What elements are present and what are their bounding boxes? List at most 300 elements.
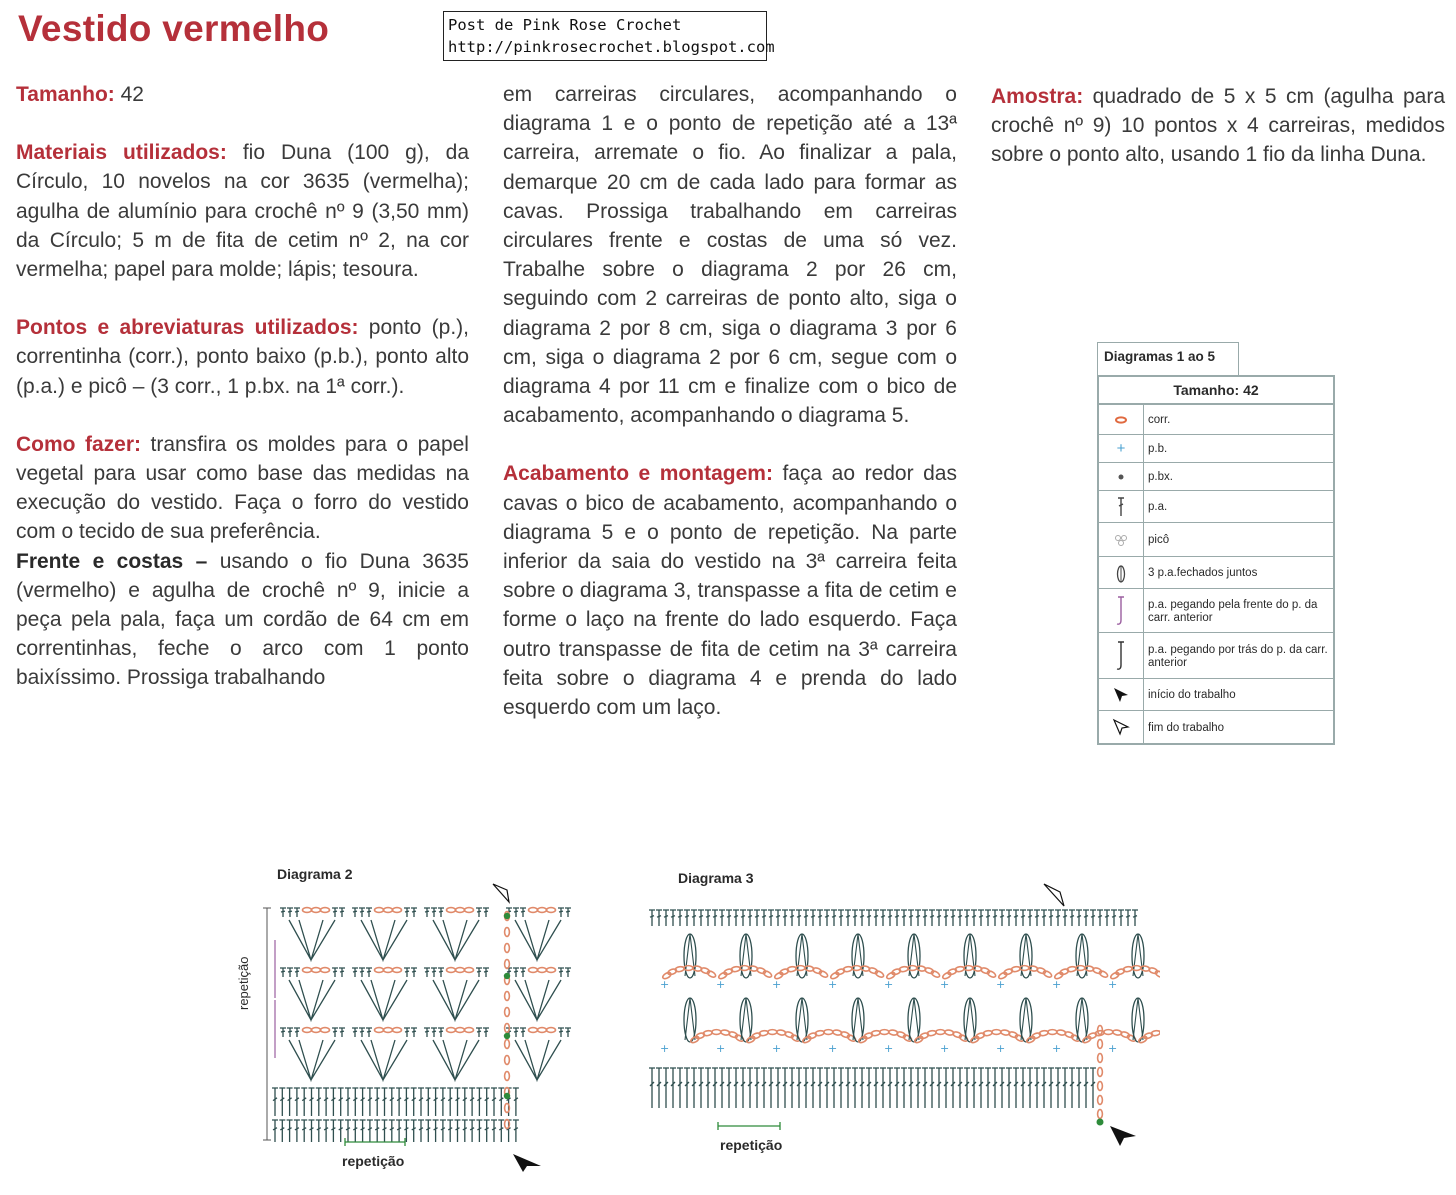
tall-stitch-mark	[316, 1088, 322, 1116]
tall-stitch-mark	[294, 1120, 300, 1142]
end-arrow-icon	[493, 884, 509, 902]
legend-label: p.bx.	[1148, 471, 1173, 483]
tall-stitch-mark	[484, 1120, 490, 1142]
tall-stitch-mark	[831, 1068, 837, 1108]
tall-stitch-mark	[403, 1088, 409, 1116]
tall-stitch-mark	[345, 1088, 351, 1116]
tall-stitch-mark	[852, 1068, 858, 1108]
cluster-v-mark	[515, 980, 561, 1020]
tall-stitch-mark	[294, 1028, 300, 1037]
tall-stitch-mark	[339, 968, 345, 977]
cluster-v-mark	[289, 920, 335, 960]
tall-stitch-mark	[831, 910, 837, 926]
cluster-leg-mark	[909, 998, 919, 1040]
tall-stitch-mark	[838, 910, 844, 926]
tall-stitch-mark	[476, 1028, 482, 1037]
cluster-v-mark	[289, 1040, 335, 1080]
tall-stitch-mark	[852, 910, 858, 926]
chain-mark	[936, 1030, 945, 1035]
tall-stitch-mark	[433, 1120, 439, 1142]
tall-stitch-mark	[901, 910, 907, 926]
tall-stitch-mark	[957, 910, 963, 926]
tall-stitch-mark	[338, 1120, 344, 1142]
tall-stitch-mark	[859, 1068, 865, 1108]
legend-row	[1099, 557, 1333, 589]
start-arrow-icon	[513, 1154, 541, 1172]
legend-row	[1099, 633, 1333, 679]
legend-row	[1099, 405, 1333, 435]
chain-mark	[1098, 1054, 1103, 1063]
tall-stitch-mark	[719, 1068, 725, 1108]
credit-url[interactable]: http://pinkrosecrochet.blogspot.com	[448, 38, 775, 56]
tall-stitch-mark	[677, 910, 683, 926]
tall-stitch-mark	[455, 1088, 461, 1116]
cluster-v-mark	[433, 1040, 479, 1080]
tall-stitch-mark	[565, 1028, 571, 1037]
tall-stitch-mark	[396, 1088, 402, 1116]
tall-stitch-mark	[705, 1068, 711, 1108]
tall-stitch-mark	[908, 910, 914, 926]
chain-mark	[375, 968, 384, 973]
tall-stitch-mark	[476, 1120, 482, 1142]
tall-stitch-mark	[491, 1120, 497, 1142]
tall-stitch-mark	[957, 1068, 963, 1108]
tall-stitch-mark	[922, 910, 928, 926]
tall-stitch-mark	[761, 910, 767, 926]
chain-mark	[538, 1028, 547, 1033]
chain-mark	[1098, 1068, 1103, 1077]
tall-stitch-mark	[424, 908, 430, 917]
tall-stitch-mark	[1076, 910, 1082, 926]
tall-stitch-mark	[971, 1068, 977, 1108]
tall-stitch-mark	[1083, 1068, 1089, 1108]
chain-mark	[505, 944, 510, 953]
tall-stitch-mark	[323, 1088, 329, 1116]
tall-stitch-mark	[943, 910, 949, 926]
cluster-leg-mark	[1077, 998, 1087, 1040]
tall-stitch-mark	[901, 1068, 907, 1108]
chain-mark	[992, 1030, 1001, 1035]
tall-stitch-mark	[824, 910, 830, 926]
chain-mark	[505, 1120, 510, 1129]
chain-mark	[312, 908, 321, 913]
tall-stitch-mark	[719, 910, 725, 926]
tall-stitch-mark	[301, 1088, 307, 1116]
materiais-label: Materiais utilizados:	[16, 141, 227, 165]
tall-stitch-mark	[810, 910, 816, 926]
tall-stitch-mark	[712, 910, 718, 926]
tall-stitch-mark	[663, 910, 669, 926]
chain-mark	[505, 1008, 510, 1017]
tall-stitch-mark	[339, 908, 345, 917]
diagram-3-repeat-label: repetição	[720, 1137, 783, 1153]
tall-stitch-mark	[440, 1120, 446, 1142]
legend-table	[1097, 375, 1335, 745]
tall-stitch-mark	[810, 1068, 816, 1108]
tall-stitch-mark	[287, 1088, 293, 1116]
legend-row	[1099, 589, 1333, 633]
tall-stitch-mark	[845, 910, 851, 926]
plus-stitch-mark: +	[716, 1042, 726, 1055]
tall-stitch-mark	[520, 968, 526, 977]
tall-stitch-mark	[565, 968, 571, 977]
plus-stitch-mark: +	[884, 1042, 894, 1055]
tall-stitch-mark	[649, 1068, 655, 1108]
tall-stitch-mark	[332, 968, 338, 977]
tall-stitch-mark	[999, 910, 1005, 926]
chain-mark	[303, 908, 312, 913]
tall-stitch-mark	[866, 1068, 872, 1108]
tall-stitch-mark	[873, 910, 879, 926]
diagram-2-repeat-label: repetição	[342, 1153, 405, 1169]
plus-stitch-mark: +	[1052, 978, 1062, 991]
plus-stitch-icon: +	[1099, 435, 1144, 462]
chain-mark	[505, 992, 510, 1001]
plus-stitch-mark: +	[996, 978, 1006, 991]
tall-stitch-mark	[684, 1068, 690, 1108]
tall-stitch-mark	[565, 908, 571, 917]
tall-stitch-mark	[670, 1068, 676, 1108]
legend-label: fim do trabalho	[1148, 721, 1225, 734]
tall-stitch-mark	[1090, 910, 1096, 926]
start-arrow-icon	[1099, 679, 1144, 710]
diagram-2	[255, 880, 575, 1180]
tall-stitch-mark	[733, 910, 739, 926]
tall-stitch-mark	[352, 1120, 358, 1142]
tall-stitch-mark	[558, 908, 564, 917]
tall-stitch-mark	[663, 1068, 669, 1108]
tall-stitch-mark	[838, 1068, 844, 1108]
tall-stitch-mark	[740, 910, 746, 926]
tall-stitch-mark	[339, 1028, 345, 1037]
tall-stitch-mark	[922, 1068, 928, 1108]
start-arrow-icon	[1110, 1126, 1136, 1146]
tall-stitch-mark	[513, 1028, 519, 1037]
tall-stitch-mark	[338, 1088, 344, 1116]
como-label: Como fazer:	[16, 432, 142, 456]
chain-mark	[384, 968, 393, 973]
tall-stitch-mark	[352, 908, 358, 917]
plus-stitch-mark: +	[828, 1042, 838, 1055]
tall-stitch-mark	[929, 910, 935, 926]
tall-stitch-mark	[382, 1088, 388, 1116]
tall-stitch-mark	[438, 968, 444, 977]
tall-stitch-mark	[424, 1028, 430, 1037]
tall-stitch-mark	[345, 1120, 351, 1142]
materiais-text: fio Duna (100 g), da Círculo, 10 novelos na cor 3635 (vermelha); agulha de alumínio para crochê nº 9 (3,50 mm) da Círculo; 5 m de fita de cetim nº 2, na cor vermelha; papel para molde; lápis; tesoura.	[16, 141, 470, 282]
cluster-v-mark	[433, 980, 479, 1020]
tall-stitch-mark	[483, 968, 489, 977]
legend-row	[1099, 523, 1333, 557]
chain-mark	[465, 1028, 474, 1033]
tall-stitch-mark	[359, 908, 365, 917]
tall-stitch-mark	[294, 968, 300, 977]
acabamento-label: Acabamento e montagem:	[503, 462, 773, 486]
tall-stitch-mark	[985, 910, 991, 926]
cluster-icon	[1099, 557, 1144, 588]
tall-stitch-mark	[656, 910, 662, 926]
diagram-3	[640, 880, 1160, 1170]
chain-mark	[393, 908, 402, 913]
diagram-2-title: Diagrama 2	[277, 866, 353, 882]
legend-label: p.a.	[1148, 501, 1168, 513]
column-3	[991, 82, 1445, 170]
plus-stitch-mark: +	[660, 978, 670, 991]
tall-stitch-mark	[803, 910, 809, 926]
legend-row	[1099, 491, 1333, 523]
tall-stitch-mark	[887, 1068, 893, 1108]
frente-label: Frente e costas –	[16, 549, 208, 573]
tall-stitch-mark	[367, 1088, 373, 1116]
repeat-span-mark	[718, 1122, 780, 1130]
legend-tab: Diagramas 1 ao 5	[1097, 342, 1239, 376]
tall-stitch-mark	[1111, 910, 1117, 926]
tall-stitch-mark	[1013, 1068, 1019, 1108]
tall-stitch-mark	[404, 968, 410, 977]
tall-stitch-mark	[1027, 910, 1033, 926]
chain-mark	[384, 1028, 393, 1033]
cluster-v-mark	[361, 920, 407, 960]
tall-stitch-mark	[1076, 1068, 1082, 1108]
tall-stitch-mark	[978, 910, 984, 926]
chain-mark	[547, 908, 556, 913]
tall-stitch-mark	[411, 1120, 417, 1142]
tall-stitch-mark	[294, 908, 300, 917]
tall-stitch-mark	[656, 1068, 662, 1108]
front-post-icon	[1099, 589, 1144, 632]
chain-mark	[321, 968, 330, 973]
tall-stitch-mark	[698, 1068, 704, 1108]
acabamento-text: faça ao redor das cavas o bico de acabamento, acompanhando o diagrama 5 e o ponto de repetição. Na parte inferior da saia do vestido na 3ª carreira feita sobre o diagrama 3, transpasse a fita de cetim e forme o laço na frente do lado esquerdo. Faça outro transpasse de fita de cetim na 3ª carreira feita sobre o diagrama 4 e prenda do lado esquerdo com um laço.	[503, 462, 957, 720]
tall-stitch-mark	[1020, 1068, 1026, 1108]
diagram-2-side-label: repetição	[236, 956, 251, 1010]
chain-mark	[1098, 1096, 1103, 1105]
chain-mark	[1098, 1082, 1103, 1091]
tall-stitch-mark	[389, 1120, 395, 1142]
tall-stitch-mark	[1034, 1068, 1040, 1108]
tall-stitch-mark	[279, 1120, 285, 1142]
tall-stitch-mark	[352, 968, 358, 977]
chain-mark	[447, 908, 456, 913]
column-2	[503, 80, 957, 722]
tall-stitch-mark	[1083, 910, 1089, 926]
tall-stitch-mark	[483, 908, 489, 917]
chain-mark	[538, 968, 547, 973]
tall-stitch-mark	[1006, 1068, 1012, 1108]
chain-mark	[303, 968, 312, 973]
chain-mark	[505, 960, 510, 969]
tall-stitch-mark	[761, 1068, 767, 1108]
column-1	[16, 80, 469, 693]
tall-stitch-mark	[754, 910, 760, 926]
tall-stitch-mark	[1041, 910, 1047, 926]
tall-stitch-mark	[775, 1068, 781, 1108]
tall-stitch-mark	[309, 1088, 315, 1116]
tall-stitch-mark	[677, 1068, 683, 1108]
tall-stitch-mark	[1125, 910, 1131, 926]
chain-mark	[303, 1028, 312, 1033]
tall-stitch-icon	[1099, 491, 1144, 522]
chain-mark	[505, 1072, 510, 1081]
chain-mark	[529, 908, 538, 913]
tall-stitch-mark	[411, 968, 417, 977]
chain-mark	[465, 968, 474, 973]
tall-stitch-mark	[279, 1088, 285, 1116]
chain-mark	[321, 908, 330, 913]
tall-stitch-mark	[272, 1120, 278, 1142]
tall-stitch-mark	[747, 1068, 753, 1108]
tall-stitch-mark	[433, 1088, 439, 1116]
tall-stitch-mark	[374, 1088, 380, 1116]
chain-mark	[312, 1028, 321, 1033]
continuation-paragraph: em carreiras circulares, acompanhando o diagrama 1 e o ponto de repetição até a 13ª carreira, arremate o fio. Ao finalizar a pala, demarque 20 cm de cada lado para formar as cavas. Prossiga trabalhando em carreiras circulares frente e costas de uma só vez. Trabalhe sobre o diagrama 2 por 26 cm, seguindo com 2 carreiras de ponto alto, siga o diagrama 2 por 8 cm, siga o diagrama 3 por 6 cm, siga o diagrama 2 por 6 cm, segue com o diagrama 4 por 11 cm e finalize com o bico de acabamento, acompanhando o diagrama 5.	[503, 83, 957, 428]
plus-stitch-mark: +	[940, 978, 950, 991]
tall-stitch-mark	[950, 1068, 956, 1108]
tall-stitch-mark	[817, 1068, 823, 1108]
chain-mark	[505, 1056, 510, 1065]
tall-stitch-mark	[691, 910, 697, 926]
chain-mark	[505, 1040, 510, 1049]
tall-stitch-mark	[359, 1028, 365, 1037]
chain-mark	[547, 968, 556, 973]
tall-stitch-mark	[915, 1068, 921, 1108]
chain-mark	[447, 1028, 456, 1033]
chain-mark	[1098, 1040, 1103, 1049]
chain-mark	[1104, 1030, 1113, 1035]
pontos-label: Pontos e abreviaturas utilizados:	[16, 316, 359, 340]
chain-mark	[393, 968, 402, 973]
tall-stitch-mark	[1048, 1068, 1054, 1108]
tall-stitch-mark	[352, 1028, 358, 1037]
tall-stitch-mark	[484, 1088, 490, 1116]
materiais-paragraph	[16, 138, 469, 284]
tall-stitch-mark	[411, 1028, 417, 1037]
tall-stitch-mark	[469, 1120, 475, 1142]
credit-line-1: Post de Pink Rose Crochet	[448, 16, 682, 34]
tall-stitch-mark	[498, 1088, 504, 1116]
tall-stitch-mark	[943, 1068, 949, 1108]
tall-stitch-mark	[462, 1120, 468, 1142]
tall-stitch-mark	[1041, 1068, 1047, 1108]
chain-mark	[529, 968, 538, 973]
repeat-bracket	[263, 908, 271, 1140]
tall-stitch-mark	[440, 1088, 446, 1116]
chain-mark	[1154, 970, 1160, 979]
chain-mark	[538, 908, 547, 913]
join-dot-mark	[504, 913, 510, 919]
amostra-label: Amostra:	[991, 85, 1084, 108]
tall-stitch-mark	[491, 1088, 497, 1116]
tall-stitch-mark	[1020, 910, 1026, 926]
legend-label: p.a. pegando pela frente do p. da carr. anterior	[1148, 598, 1318, 624]
tall-stitch-mark	[775, 910, 781, 926]
tall-stitch-mark	[447, 1088, 453, 1116]
tall-stitch-mark	[915, 910, 921, 926]
tall-stitch-mark	[462, 1088, 468, 1116]
tall-stitch-mark	[438, 908, 444, 917]
tall-stitch-mark	[476, 1088, 482, 1116]
tall-stitch-mark	[513, 1088, 519, 1116]
tall-stitch-mark	[332, 1028, 338, 1037]
plus-stitch-mark: +	[884, 978, 894, 991]
tall-stitch-mark	[469, 1088, 475, 1116]
tall-stitch-mark	[520, 1028, 526, 1037]
tall-stitch-mark	[272, 1088, 278, 1116]
tall-stitch-mark	[691, 1068, 697, 1108]
cluster-v-mark	[515, 920, 561, 960]
tall-stitch-mark	[1027, 1068, 1033, 1108]
tall-stitch-mark	[455, 1120, 461, 1142]
tall-stitch-mark	[280, 968, 286, 977]
tall-stitch-mark	[817, 910, 823, 926]
join-dot-mark	[504, 1033, 510, 1039]
tall-stitch-mark	[483, 1028, 489, 1037]
plus-stitch-mark: +	[940, 1042, 950, 1055]
page-title: Vestido vermelho	[18, 8, 330, 49]
tall-stitch-mark	[498, 1120, 504, 1142]
plus-stitch-mark: +	[828, 978, 838, 991]
chain-mark	[880, 1030, 889, 1035]
tall-stitch-mark	[382, 1120, 388, 1142]
credit-box	[443, 11, 775, 61]
tamanho-value: 42	[114, 83, 144, 106]
plus-stitch-mark: +	[660, 1042, 670, 1055]
tall-stitch-mark	[438, 1028, 444, 1037]
chain-mark	[1098, 1110, 1103, 1119]
chain-mark	[456, 968, 465, 973]
tall-stitch-mark	[520, 908, 526, 917]
tall-stitch-mark	[301, 1120, 307, 1142]
tall-stitch-mark	[880, 910, 886, 926]
end-arrow-icon	[1099, 711, 1144, 743]
diagram-3-title: Diagrama 3	[678, 870, 754, 886]
tall-stitch-mark	[789, 1068, 795, 1108]
cluster-v-mark	[289, 980, 335, 1020]
cluster-leg-mark	[1021, 998, 1031, 1040]
tall-stitch-mark	[992, 1068, 998, 1108]
plus-stitch-mark: +	[1108, 978, 1118, 991]
back-post-icon	[1099, 633, 1144, 678]
picot-icon	[1099, 523, 1144, 556]
legend-row	[1099, 463, 1333, 491]
tall-stitch-mark	[1013, 910, 1019, 926]
tall-stitch-mark	[999, 1068, 1005, 1108]
tall-stitch-mark	[359, 968, 365, 977]
cluster-leg-mark	[853, 998, 863, 1040]
chain-mark	[529, 1028, 538, 1033]
tall-stitch-mark	[287, 968, 293, 977]
amostra-text: quadrado de 5 x 5 cm (agulha para crochê nº 9) 10 pontos x 4 carreiras, medidos sobre o ponto alto, usando 1 fio da linha Duna.	[991, 85, 1445, 167]
tall-stitch-mark	[513, 968, 519, 977]
tall-stitch-mark	[424, 968, 430, 977]
tall-stitch-mark	[418, 1120, 424, 1142]
tall-stitch-mark	[789, 910, 795, 926]
tall-stitch-mark	[558, 1028, 564, 1037]
tall-stitch-mark	[323, 1120, 329, 1142]
tall-stitch-mark	[859, 910, 865, 926]
tall-stitch-mark	[1055, 1068, 1061, 1108]
tall-stitch-mark	[411, 1088, 417, 1116]
tall-stitch-mark	[404, 908, 410, 917]
tall-stitch-mark	[418, 1088, 424, 1116]
tall-stitch-mark	[431, 968, 437, 977]
tall-stitch-mark	[1090, 1068, 1096, 1108]
tall-stitch-mark	[1034, 910, 1040, 926]
legend-row	[1099, 435, 1333, 463]
tall-stitch-mark	[316, 1120, 322, 1142]
chain-mark	[393, 1028, 402, 1033]
tall-stitch-mark	[803, 1068, 809, 1108]
